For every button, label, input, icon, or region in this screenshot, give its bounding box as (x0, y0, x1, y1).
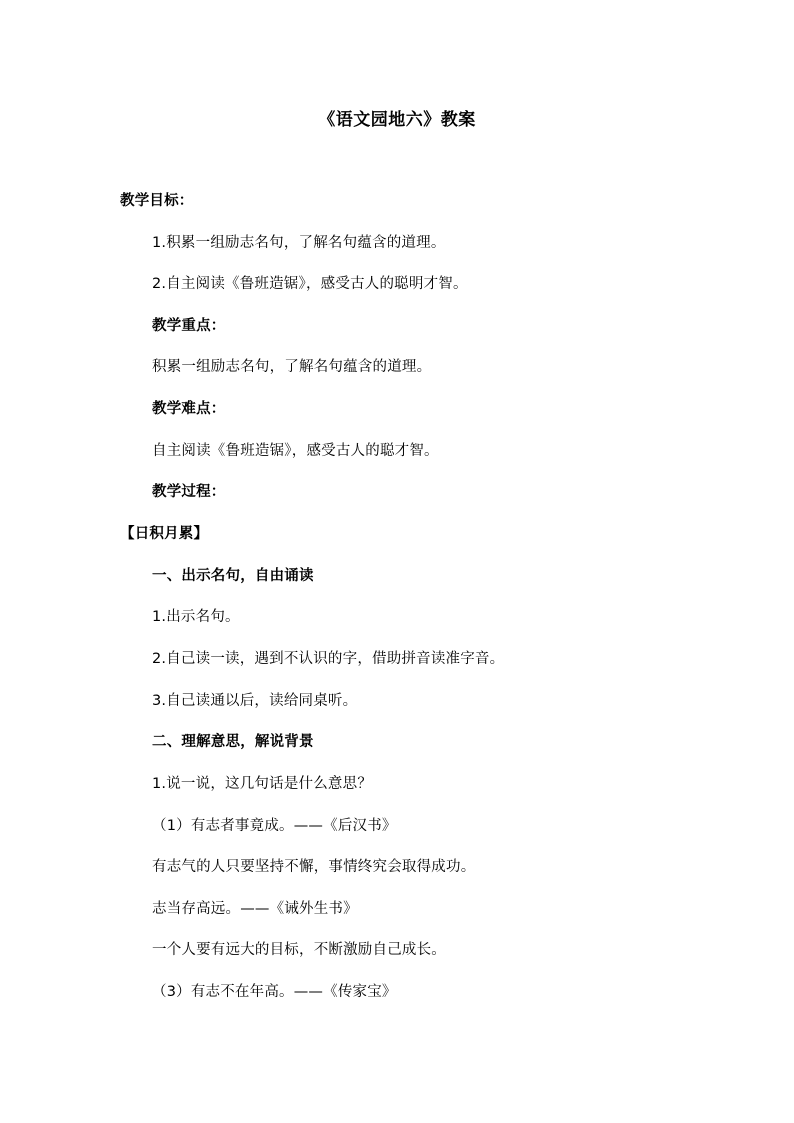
goal-item-1: 1.积累一组励志名句，了解名句蕴含的道理。 (152, 235, 446, 251)
step-two-heading: 二、理解意思，解说背景 (152, 734, 314, 750)
heading-teaching-process: 教学过程： (152, 484, 226, 500)
heading-teaching-goals: 教学目标： (120, 193, 194, 209)
step-two-item-1: 1.说一说，这几句话是什么意思？ (152, 776, 373, 792)
goal-item-2: 2.自主阅读《鲁班造锯》，感受古人的聪明才智。 (152, 276, 468, 292)
quote-3: （3）有志不在年高。——《传家宝》 (152, 984, 397, 1000)
step-one-item-2: 2.自己读一读，遇到不认识的字，借助拼音读准字音。 (152, 651, 505, 667)
quote-1: （1）有志者事竟成。——《后汉书》 (152, 818, 397, 834)
heading-key-points: 教学重点： (152, 318, 226, 334)
step-one-heading: 一、出示名句，自由诵读 (152, 568, 314, 584)
document-title: 《语文园地六》教案 (318, 110, 476, 130)
quote-2-meaning: 一个人要有远大的目标，不断激励自己成长。 (152, 942, 446, 958)
heading-difficult-points: 教学难点： (152, 401, 226, 417)
key-points-text: 积累一组励志名句，了解名句蕴含的道理。 (152, 359, 432, 375)
section-daily-accumulation: 【日积月累】 (120, 526, 209, 542)
quote-1-meaning: 有志气的人只要坚持不懈，事情终究会取得成功。 (152, 859, 476, 875)
quote-2: 志当存高远。——《诫外生书》 (152, 901, 358, 917)
step-one-item-3: 3.自己读通以后，读给同桌听。 (152, 693, 358, 709)
step-one-item-1: 1.出示名句。 (152, 609, 240, 625)
difficult-points-text: 自主阅读《鲁班造锯》，感受古人的聪才智。 (152, 443, 439, 459)
